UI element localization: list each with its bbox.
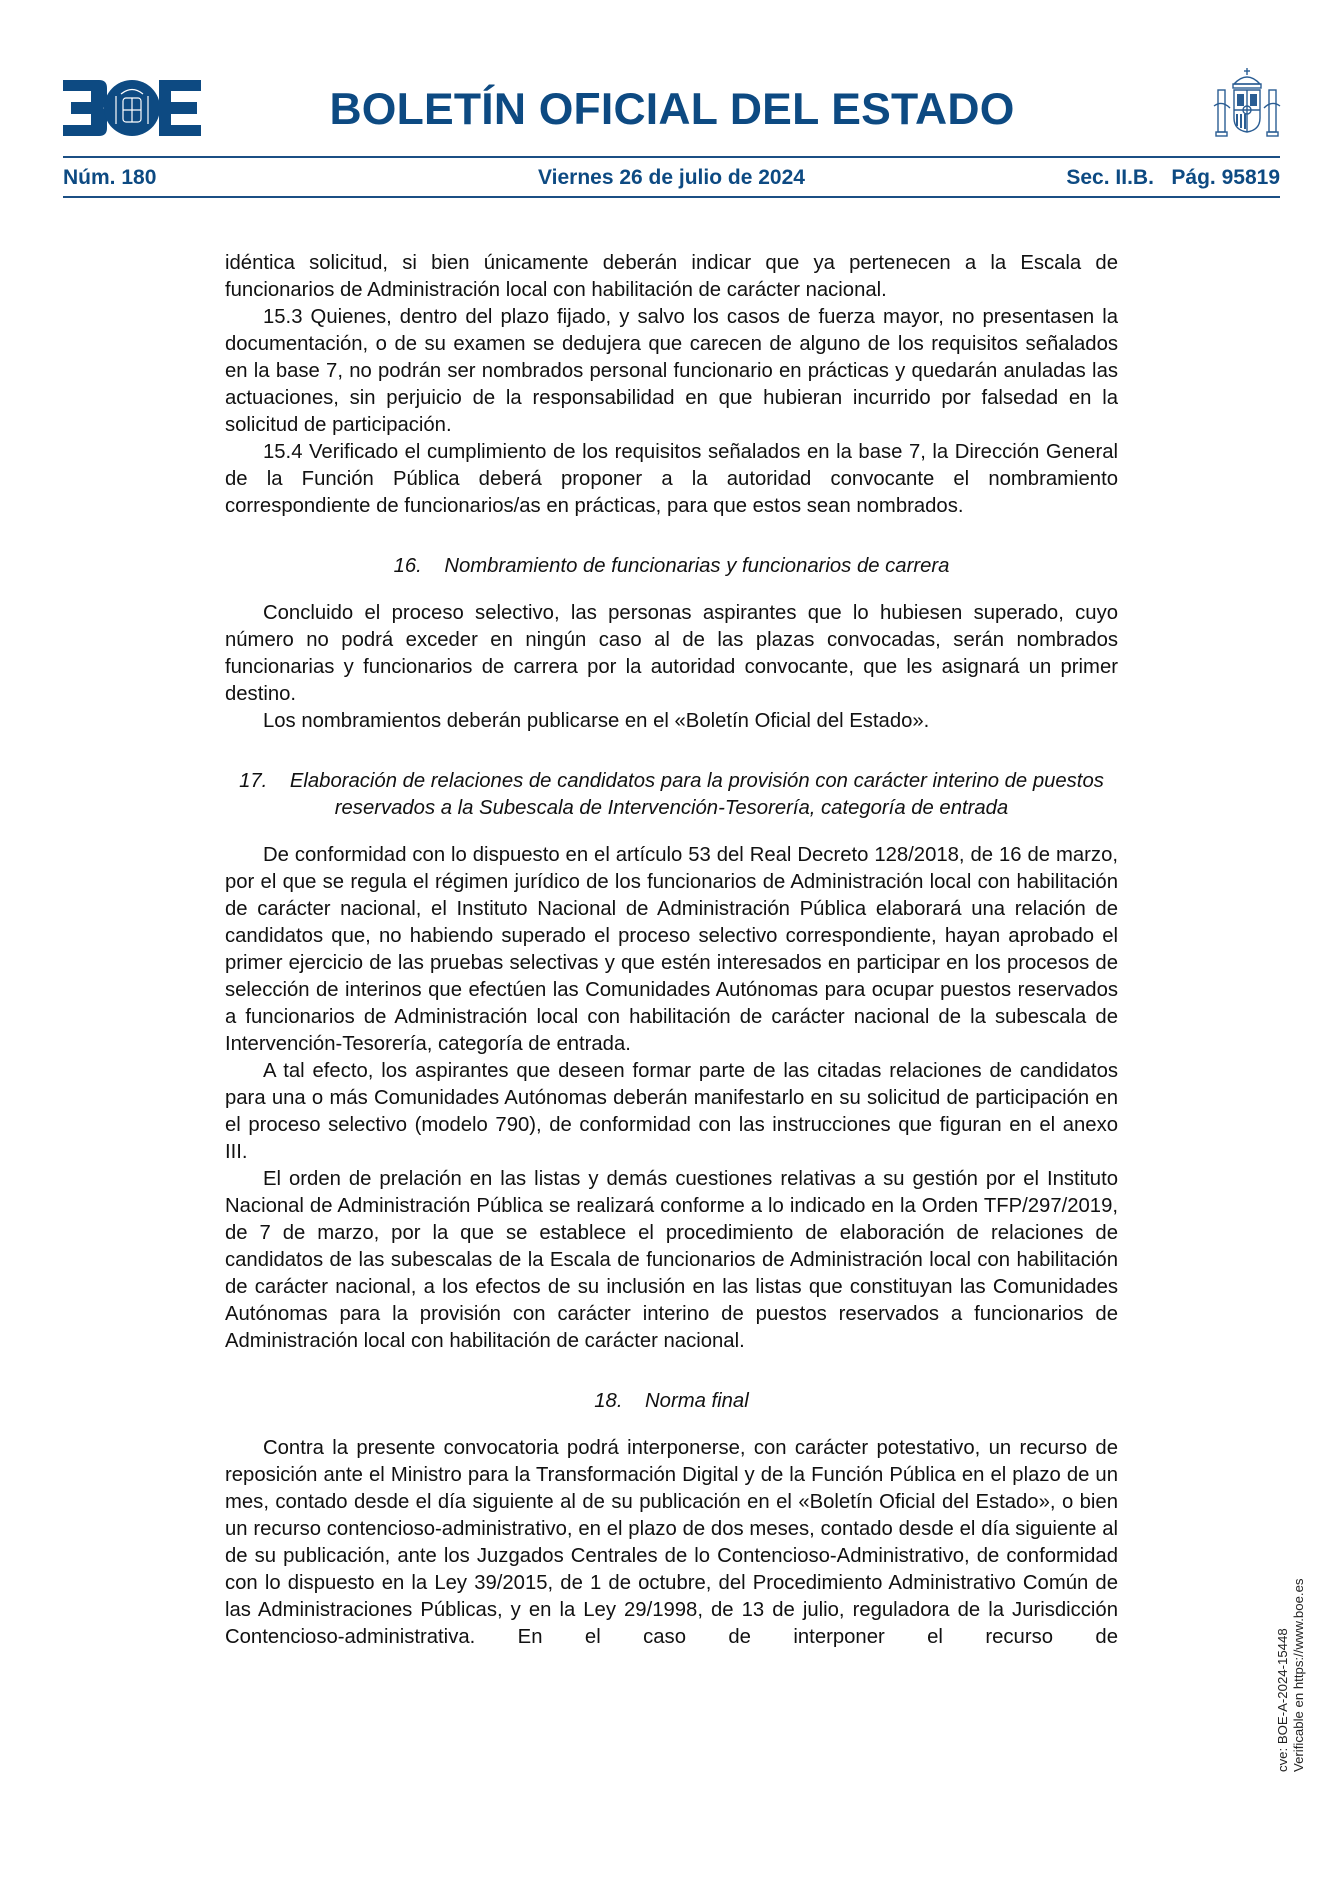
section-number: 17. xyxy=(239,770,268,792)
section-page: Sec. II.B. Pág. 95819 xyxy=(1066,166,1280,189)
section-number: 16. xyxy=(393,555,422,577)
cve-code: cve: BOE-A-2024-15448 xyxy=(1275,1628,1290,1772)
verification-link[interactable]: Verificable en https://www.boe.es xyxy=(1291,1578,1306,1772)
paragraph: Contra la presente convocatoria podrá interponerse, con carácter potestativo, un recurso de reposición ante el Ministro para la Transformación Digital y de la Función Pública en el plazo de un mes, contado desde el día siguiente al de su publicación en el «Boletín Oficial del Estado», o bien un recurso contencioso-administrativo, en el plazo de dos meses, contado desde el día siguiente al de su publicación, ante los Juzgados Centrales de lo Contencioso-Administrativo, de conformidad con lo dispuesto en la Ley 39/2015, de 1 de octubre, del Procedimiento Administrativo Común de las Administraciones Públicas, y en la Ley 29/1998, de 13 de julio, reguladora de la Jurisdicción Contencioso-administrativa. En el caso de interponer el recurso de xyxy=(225,1437,1118,1648)
section-title: Norma final xyxy=(645,1390,749,1412)
paragraph: Los nombramientos deberán publicarse en el «Boletín Oficial del Estado». xyxy=(263,710,930,732)
paragraph: El orden de prelación en las listas y demás cuestiones relativas a su gestión por el Instituto Nacional de Administración Pública se realizará conforme a lo indicado en la Orden TFP/297/2019, de 7 de marzo, por la que se establece el procedimiento de elaboración de relaciones de candidatos de las subescalas de la Escala de funcionarios de Administración local con habilitación de carácter nacional, a los efectos de su inclusión en las listas que constituyan las Comunidades Autónomas para la provisión con carácter interino de puestos reservados a funcionarios de Administración local con habilitación de carácter nacional. xyxy=(225,1168,1118,1352)
section-heading-18 xyxy=(225,1388,1118,1415)
section-title: Nombramiento de funcionarias y funcionarios de carrera xyxy=(444,555,950,577)
verification-sidebar xyxy=(1275,1578,1307,1772)
section-title: Elaboración de relaciones de candidatos para la provisión con carácter interino de puestos reservados a la Subescala de Intervención-Tesorería, categoría de entrada xyxy=(289,770,1104,819)
header-bottom-rule xyxy=(63,196,1280,198)
issue-number: Núm. 180 xyxy=(63,166,157,189)
boe-logo-icon xyxy=(63,80,201,136)
paragraph-15-4: 15.4 Verificado el cumplimiento de los requisitos señalados en la base 7, la Dirección General de la Función Pública deberá proponer a la autoridad convocante el nombramiento correspondiente de funcionarios/as en prácticas, para que estos sean nombrados. xyxy=(225,441,1118,517)
section-heading-17 xyxy=(225,768,1118,822)
header-meta-row xyxy=(63,162,1280,194)
issue-date: Viernes 26 de julio de 2024 xyxy=(538,166,805,189)
page-title: BOLETÍN OFICIAL DEL ESTADO xyxy=(329,85,1015,134)
paragraph: A tal efecto, los aspirantes que deseen formar parte de las citadas relaciones de candidatos para una o más Comunidades Autónomas deberán manifestarlo en su solicitud de participación en el proceso selectivo (modelo 790), de conformidad con las instrucciones que figuran en el anexo III. xyxy=(225,1060,1118,1163)
document-body xyxy=(225,250,1118,1651)
coat-of-arms-icon xyxy=(1212,66,1282,142)
paragraph: Concluido el proceso selectivo, las personas aspirantes que lo hubiesen superado, cuyo número no podrá exceder en ningún caso al de las plazas convocadas, serán nombrados funcionarias y funcionarios de carrera por la autoridad convocante, que les asignará un primer destino. xyxy=(225,602,1118,705)
paragraph-15-3: 15.3 Quienes, dentro del plazo fijado, y salvo los casos de fuerza mayor, no presentasen la documentación, o de su examen se dedujera que carecen de alguno de los requisitos señalados en la base 7, no podrán ser nombrados personal funcionario en prácticas y quedarán anuladas las actuaciones, sin perjuicio de la responsabilidad en que hubieran incurrido por falsedad en la solicitud de participación. xyxy=(225,306,1118,436)
section-number: 18. xyxy=(594,1390,623,1412)
header-top-rule xyxy=(63,156,1280,158)
paragraph: idéntica solicitud, si bien únicamente deberán indicar que ya pertenecen a la Escala de funcionarios de Administración local con habilitación de carácter nacional. xyxy=(225,252,1118,301)
section-heading-16 xyxy=(225,553,1118,580)
paragraph: De conformidad con lo dispuesto en el artículo 53 del Real Decreto 128/2018, de 16 de marzo, por el que se regula el régimen jurídico de los funcionarios de Administración local con habilitación de carácter nacional, el Instituto Nacional de Administración Pública elaborará una relación de candidatos que, no habiendo superado el proceso selectivo correspondiente, hayan aprobado el primer ejercicio de las pruebas selectivas y que estén interesados en participar en los procesos de selección de interinos que efectúen las Comunidades Autónomas para ocupar puestos reservados a funcionarios de Administración local con habilitación de carácter nacional de la subescala de Intervención-Tesorería, categoría de entrada. xyxy=(225,844,1118,1055)
